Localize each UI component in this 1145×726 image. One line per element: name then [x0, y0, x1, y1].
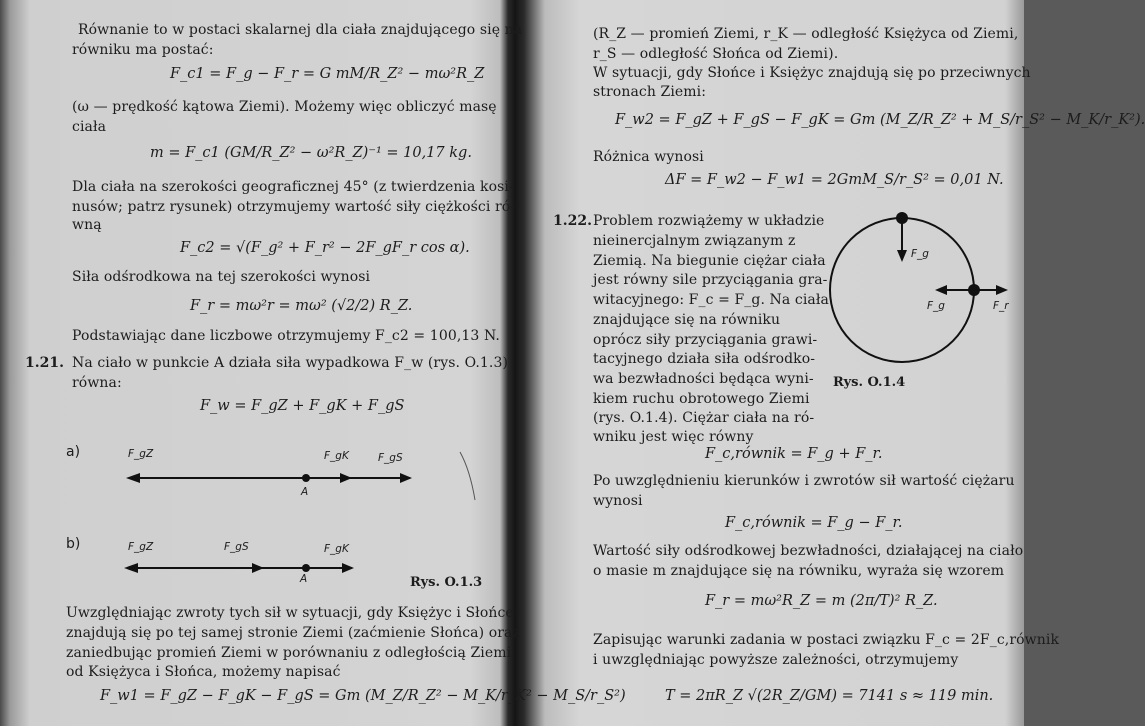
equation: F_c,równik = F_g + F_r. [705, 446, 883, 462]
equation: F_c,równik = F_g − F_r. [725, 515, 903, 531]
text-line: wa bezwładności będąca wyni- [593, 371, 814, 387]
text-line: równa: [72, 375, 122, 391]
text-line: stronach Ziemi: [593, 84, 707, 100]
text-line: Problem rozwiążemy w układzie [593, 213, 825, 229]
text-line: Różnica wynosi [593, 149, 704, 165]
text-line: wynosi [593, 493, 643, 509]
text-line: i uwzględniając powyższe zależności, otrzymujemy [593, 652, 959, 668]
vector-label: F_gS [224, 541, 249, 553]
text-line: r_S — odległość Słońca od Ziemi). [593, 46, 839, 62]
vector-label: F_gZ [128, 448, 154, 460]
text-line: wną [72, 217, 102, 233]
text-line: Po uwzględnieniu kierunków i zwrotów sił wartość ciężaru [593, 473, 1015, 489]
equation: F_c1 = F_g − F_r = G mM/R_Z² − mω²R_Z [170, 66, 485, 82]
text-line: Równanie to w postaci skalarnej dla ciała znajdującego się na [78, 22, 523, 38]
equation: T = 2πR_Z √(2R_Z/GM) = 7141 s ≈ 119 min. [665, 688, 994, 704]
vector-label: F_gK [324, 543, 349, 555]
vector-label: F_g [927, 300, 945, 312]
text-line: wniku jest więc równy [593, 429, 754, 445]
point-label: A [301, 486, 309, 498]
vector-label: F_g [911, 248, 929, 260]
figure-part-label: a) [66, 444, 81, 460]
equation: F_r = mω²r = mω² (√2/2) R_Z. [190, 298, 413, 314]
text-line: (R_Z — promień Ziemi, r_K — odległość Księżyca od Ziemi, [593, 26, 1019, 42]
text-line: Na ciało w punkcie A działa siła wypadkowa F_w (rys. O.1.3) [72, 355, 509, 371]
equation: F_r = mω²R_Z = m (2π/T)² R_Z. [705, 593, 938, 609]
text-line: Siła odśrodkowa na tej szerokości wynosi [72, 269, 371, 285]
text-line: równiku ma postać: [72, 42, 214, 58]
earth-force-diagram [815, 200, 1015, 400]
text-line: znajdujące się na równiku [593, 312, 781, 328]
vector-label: F_gK [324, 450, 349, 462]
text-line: (ω — prędkość kątowa Ziemi). Możemy więc obliczyć masę [72, 99, 497, 115]
text-line: nieinercjalnym związanym z [593, 233, 796, 249]
point-label: A [300, 573, 308, 585]
text-line: od Księżyca i Słońca, możemy napisać [66, 664, 341, 680]
text-line: Ziemią. Na biegunie ciężar ciała [593, 253, 826, 269]
text-line: znajdują się po tej samej stronie Ziemi (zaćmienie Słońca) oraz [66, 625, 520, 641]
vector-label: F_gZ [128, 541, 154, 553]
figure-caption: Rys. O.1.4 [833, 375, 906, 390]
text-line: o masie m znajdujące się na równiku, wyraża się wzorem [593, 563, 1005, 579]
text-line: witacyjnego: F_c = F_g. Na ciała [593, 292, 829, 308]
text-line: kiem ruchu obrotowego Ziemi [593, 391, 810, 407]
equation: m = F_c1 (GM/R_Z² − ω²R_Z)⁻¹ = 10,17 kg. [150, 145, 472, 161]
equation: ΔF = F_w2 − F_w1 = 2GmM_S/r_S² = 0,01 N. [665, 172, 1004, 188]
vector-label: F_r [993, 300, 1009, 312]
text-line: nusów; patrz rysunek) otrzymujemy wartość siły ciężkości ró- [72, 199, 516, 215]
equation: F_w1 = F_gZ − F_gK − F_gS = Gm (M_Z/R_Z² − M_K/r_K² − M_S/r_S²) [100, 688, 626, 704]
vector-label: F_gS [378, 452, 403, 464]
text-line: Zapisując warunki zadania w postaci związku F_c = 2F_c,równik [593, 632, 1060, 648]
text-line: jest równy sile przyciągania gra- [593, 272, 828, 288]
equation: F_c2 = √(F_g² + F_r² − 2F_gF_r cos α). [180, 240, 470, 256]
figure-caption: Rys. O.1.3 [410, 575, 483, 590]
equation: F_w2 = F_gZ + F_gS − F_gK = Gm (M_Z/R_Z² + M_S/r_S² − M_K/r_K²). [615, 112, 1145, 128]
text-line: zaniedbując promień Ziemi w porównaniu z odległością Ziemi [66, 645, 512, 661]
problem-number: 1.21. [25, 355, 64, 371]
text-line: Uwzględniając zwroty tych sił w sytuacji, gdy Księżyc i Słońce [66, 605, 514, 621]
text-line: Wartość siły odśrodkowej bezwładności, działającej na ciało [593, 543, 1024, 559]
text-line: Dla ciała na szerokości geograficznej 45° (z twierdzenia kosi- [72, 179, 514, 195]
right-page [515, 0, 1145, 726]
equation: F_w = F_gZ + F_gK + F_gS [200, 398, 405, 414]
text-line: ciała [72, 119, 107, 135]
text-line: W sytuacji, gdy Słońce i Księżyc znajdują się po przeciwnych [593, 65, 1031, 81]
figure-part-label: b) [66, 536, 81, 552]
problem-number: 1.22. [553, 213, 592, 229]
text-line: tacyjnego działa siła odśrodko- [593, 351, 816, 367]
text-line: Podstawiając dane liczbowe otrzymujemy F_c2 = 100,13 N. [72, 328, 500, 344]
text-line: (rys. O.1.4). Ciężar ciała na ró- [593, 410, 815, 426]
text-line: oprócz siły przyciągania grawi- [593, 332, 818, 348]
